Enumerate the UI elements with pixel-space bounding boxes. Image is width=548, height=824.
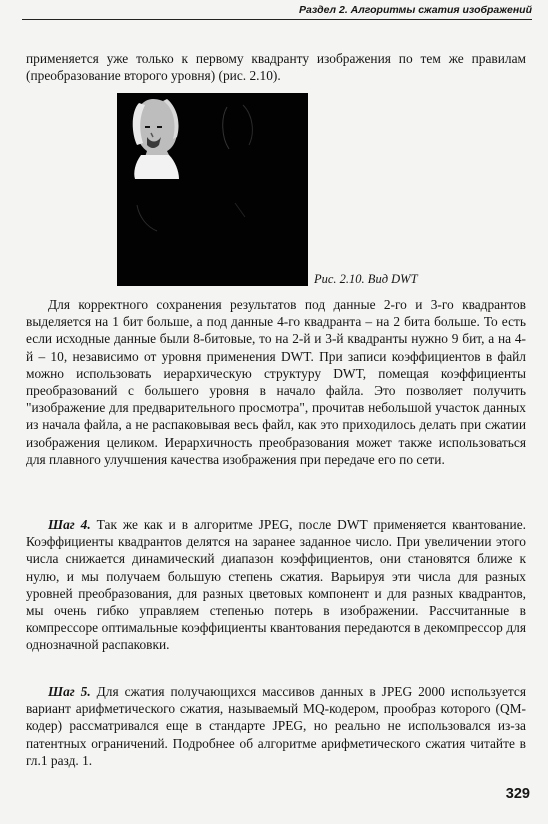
paragraph-step-5 [26, 683, 526, 769]
step-5-text: Для сжатия получающихся массивов данных в JPEG 2000 используется вариант арифметического сжатия, называемый MQ-кодером, прообраз которого (QM-кодер) рассматривался еще в стандарте JPEG, но реально не использовался из-за патентных ограничений. Подробнее об алгоритме арифметического сжатия читайте в гл.1 разд. 1. [26, 684, 527, 768]
intro-paragraph: применяется уже только к первому квадранту изображения по тем же правилам (преобразование второго уровня) (рис. 2.10). [26, 51, 526, 84]
step-4-label: Шаг 4. [48, 517, 91, 532]
paragraph-step-4 [26, 516, 526, 654]
paragraph-bit-depth: Для корректного сохранения результатов под данные 2-го и 3-го квадрантов выделяется на 1 бит больше, а под данные 4-го квадранта – на 2 бита больше. То есть если исходные данные были 8-битовые, то на 2-й и 3-й квадранты нужно 9 бит, а на 4-й – 10, независимо от уровня применения DWT. При записи коэффициентов в файл можно использовать иерархическую структуру DWT, помещая коэффициенты преобразований с большего уровня в начало файла. Это позволяет получить "изображение для предварительного просмотра", прочитав небольшой участок данных из начала файла, а не распаковывая весь файл, как это приходилось делать при сжатии изображения целиком. Иерархичность преобразования может также использоваться для плавного улучшения качества изображения при передаче его по сети. [26, 297, 526, 467]
dwt-portrait-graphic [117, 93, 308, 286]
page-number: 329 [505, 786, 530, 802]
running-header: Раздел 2. Алгоритмы сжатия изображений [22, 4, 532, 20]
step-4-text: Так же как и в алгоритме JPEG, после DWT применяется квантование. Коэффициенты квадрантов делятся на заранее заданное число. При увеличении этого числа снижается динамический диапазон коэффициентов, они становятся ближе к нулю, и мы получаем большую степень сжатия. Варьируя эти числа для разных уровней преобразования, для разных цветовых компонент и для разных квадрантов, мы очень гибко управляем степенью потерь в изображении. Рассчитанные в компрессоре оптимальные коэффициенты квантования передаются в декомпрессор для однозначной распаковки. [26, 517, 526, 653]
figure-caption: Рис. 2.10. Вид DWT [314, 272, 418, 286]
step-5-label: Шаг 5. [48, 684, 91, 699]
dwt-figure-image [117, 93, 308, 286]
